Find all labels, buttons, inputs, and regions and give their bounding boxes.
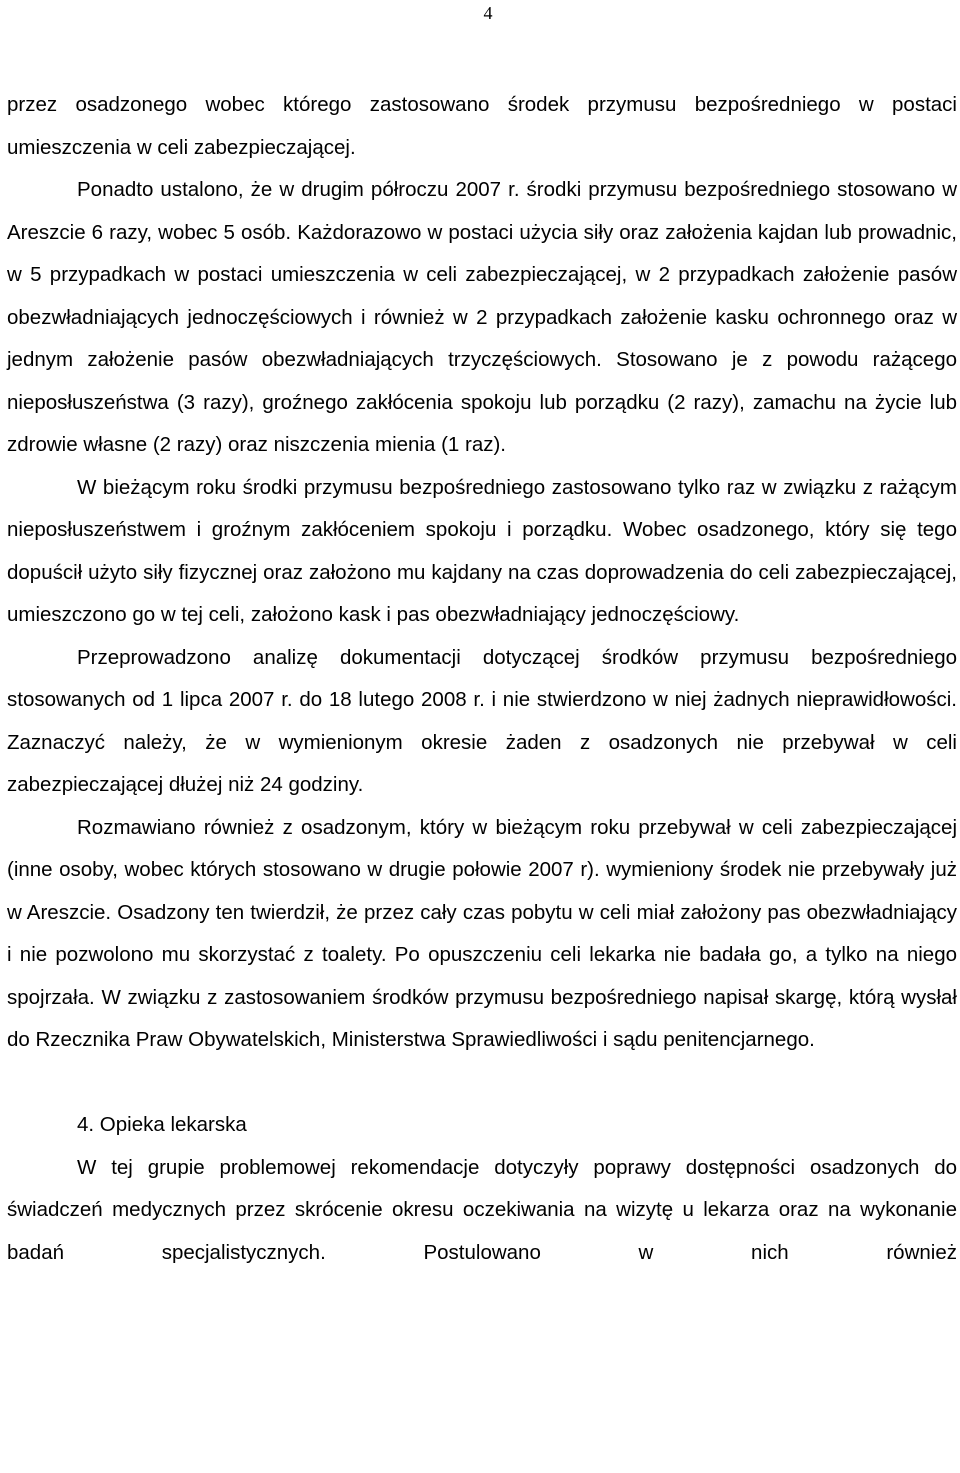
paragraph-continuation: przez osadzonego wobec którego zastosowano środek przymusu bezpośredniego w postaci umieszczenia w celi zabezpieczającej. [7, 93, 957, 159]
paragraph-documentation-analysis: Przeprowadzono analizę dokumentacji dotyczącej środków przymusu bezpośredniego stosowanych od 1 lipca 2007 r. do 18 lutego 2008 r. i nie stwierdzono w niej żadnych nieprawidłowości. Zaznaczyć należy, że w wymienionym okresie żaden z osadzonych nie przebywał w celi zabezpieczającej dłużej niż 24 godziny. [7, 645, 957, 796]
paragraph-inmate-interview: Rozmawiano również z osadzonym, który w bieżącym roku przebywał w celi zabezpieczającej (inne osoby, wobec których stosowano w drugie połowie 2007 r). wymieniony środek nie przebywały już w Areszcie. Osadzony ten twierdził, że przez cały czas pobytu w celi miał założony pas obezwładniający i nie pozwolono mu skorzystać z toalety. Po opuszczeniu celi lekarka nie badała go, a tylko na niego spojrzała. W związku z zastosowaniem środków przymusu bezpośredniego napisał skargę, którą wysłał do Rzecznika Praw Obywatelskich, Ministerstwa Sprawiedliwości i sądu penitencjarnego. [7, 815, 957, 1051]
page-number: 4 [483, 3, 493, 23]
paragraph-coercion-current-year: W bieżącym roku środki przymusu bezpośredniego zastosowano tylko raz w związku z rażącym nieposłuszeństwem i groźnym zakłóceniem spokoju i porządku. Wobec osadzonego, który się tego dopuścił użyto siły fizycznej oraz założono mu kajdany na czas doprowadzenia do celi zabezpieczającej, umieszczono go w tej celi, założono kask i pas obezwładniający jednoczęściowy. [7, 475, 957, 626]
section-heading: 4. Opieka lekarska [77, 1113, 247, 1136]
section-spacer [7, 1062, 957, 1105]
paragraph-coercion-2007: Ponadto ustalono, że w drugim półroczu 2007 r. środki przymusu bezpośredniego stosowano w Areszcie 6 razy, wobec 5 osób. Każdorazowo w postaci użycia siły oraz założenia kajdan lub prowadnic, w 5 przypadkach w postaci umieszczenia w celi zabezpieczającej, w 2 przypadkach założenie pasów obezwładniających jednoczęściowych i również w 2 przypadkach założenie kasku ochronnego oraz w jednym założenie pasów obezwładniających trzyczęściowych. Stosowano je z powodu rażącego nieposłuszeństwa (3 razy), groźnego zakłócenia spokoju lub porządku (2 razy), zamachu na życie lub zdrowie własne (2 razy) oraz niszczenia mienia (1 raz). [7, 178, 957, 456]
document-body [7, 84, 957, 1274]
paragraph-medical-care: W tej grupie problemowej rekomendacje dotyczyły poprawy dostępności osadzonych do świadczeń medycznych przez skrócenie okresu oczekiwania na wizytę u lekarza oraz na wykonanie badań specjalistycznych. Postulowano w nich również [7, 1155, 957, 1264]
